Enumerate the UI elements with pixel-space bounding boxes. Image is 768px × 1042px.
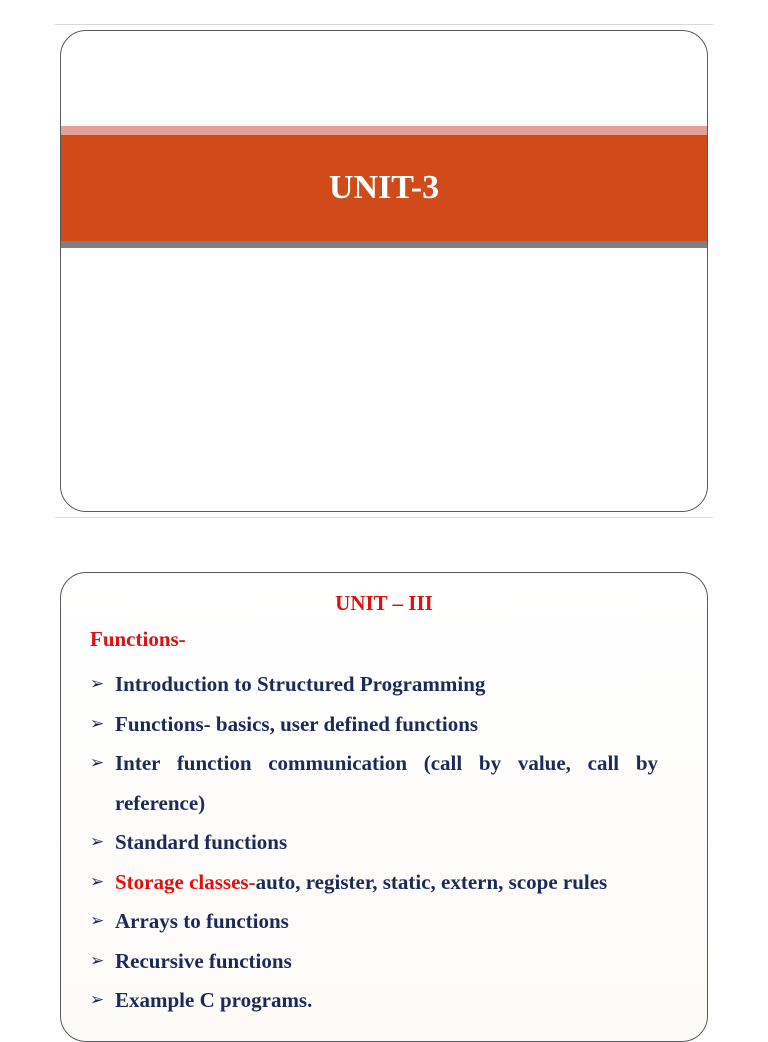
arrow-bullet-icon: ➢ <box>90 990 105 1010</box>
slide-divider <box>55 517 713 518</box>
top-divider <box>55 24 713 25</box>
list-item-text: Recursive functions <box>115 948 292 973</box>
list-item-text: Inter function communication (call by value, call by reference) <box>115 751 658 815</box>
list-item-text: Example C programs. <box>115 988 313 1012</box>
list-item <box>90 823 658 863</box>
title-band-top-stripe <box>61 126 707 135</box>
topic-list <box>90 665 658 1021</box>
arrow-bullet-icon: ➢ <box>90 871 105 892</box>
slide-title: UNIT-3 <box>328 169 440 206</box>
arrow-bullet-icon: ➢ <box>90 713 105 734</box>
list-item-text: Functions- basics, user defined functions <box>115 711 479 736</box>
arrow-bullet-icon: ➢ <box>90 832 105 852</box>
list-item-text: Arrays to functions <box>115 909 289 933</box>
list-item-highlight: Storage classes- <box>115 869 256 894</box>
title-band-bottom-stripe <box>61 241 707 248</box>
list-item <box>90 942 658 982</box>
list-item <box>90 981 658 1021</box>
list-item <box>90 705 658 745</box>
list-item <box>90 863 658 903</box>
list-item-text: Introduction to Structured Programming <box>115 672 486 696</box>
arrow-bullet-icon: ➢ <box>90 950 105 971</box>
arrow-bullet-icon: ➢ <box>90 674 105 694</box>
title-slide <box>60 30 708 512</box>
section-heading: Functions- <box>90 627 186 651</box>
list-item-text: auto, register, static, extern, scope rules <box>255 869 608 894</box>
list-item <box>90 902 658 942</box>
arrow-bullet-icon: ➢ <box>90 753 105 773</box>
content-slide <box>60 572 708 1042</box>
list-item <box>90 665 658 705</box>
list-item <box>90 744 658 823</box>
content-slide-title: UNIT – III <box>335 591 433 615</box>
list-item-text: Standard functions <box>115 830 288 854</box>
arrow-bullet-icon: ➢ <box>90 911 105 931</box>
